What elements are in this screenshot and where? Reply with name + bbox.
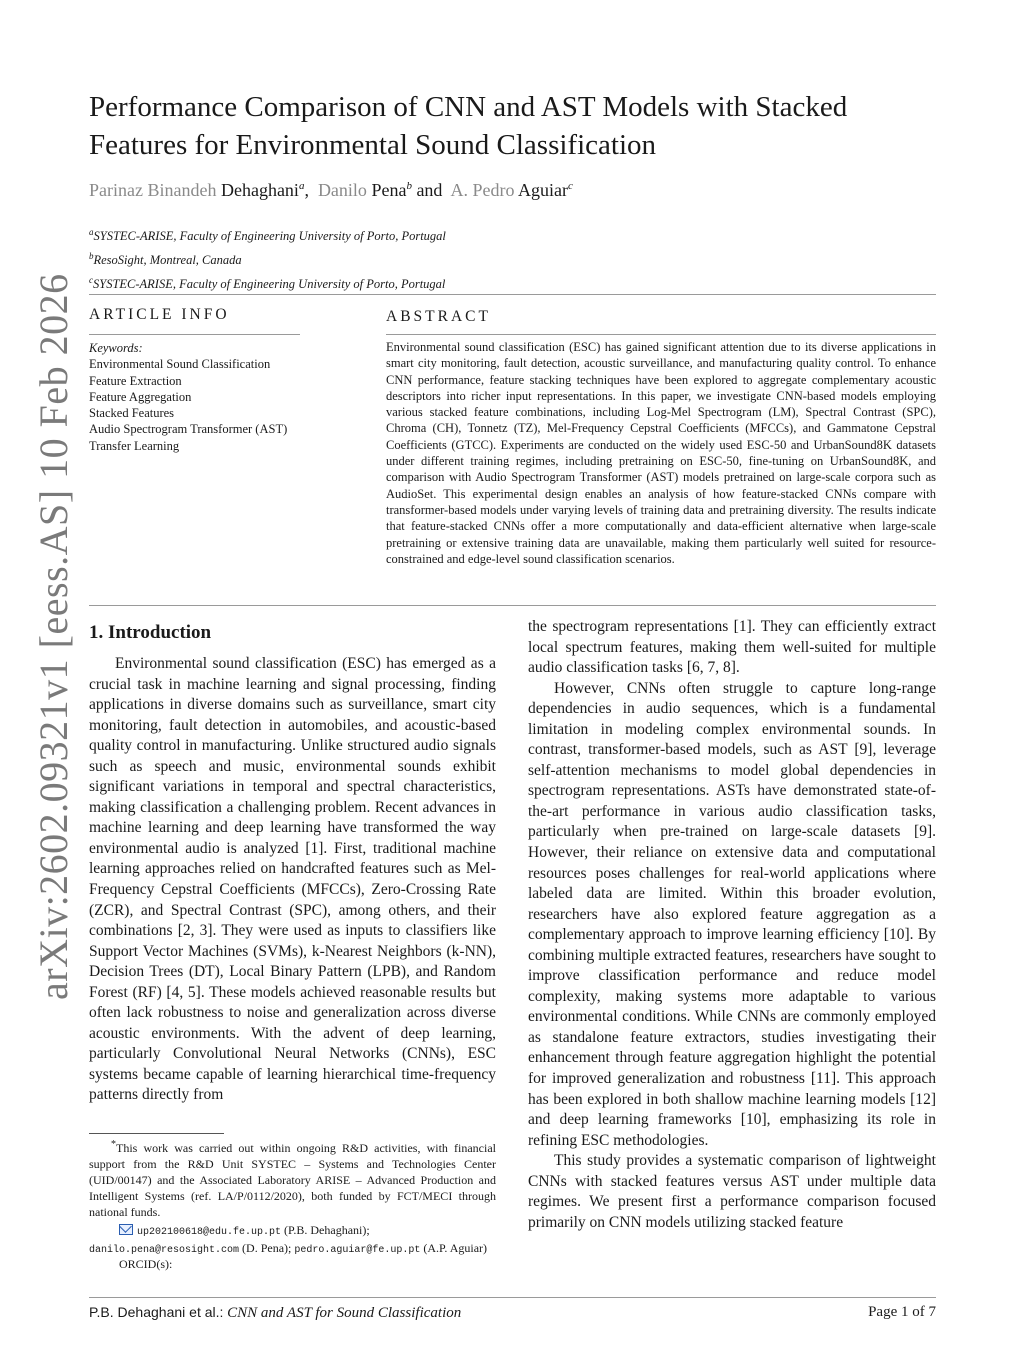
affiliation-item [89,270,446,294]
footnote-mark: * [111,1139,116,1150]
body-paragraph-continued: the spectrogram representations [1]. They can efficiently extract local spectrum features, making them well-suited for multiple audio classification tasks [6, 7, 8]. [528,618,936,677]
envelope-icon [119,1224,133,1235]
affiliation-text: SYSTEC-ARISE, Faculty of Engineering University of Porto, Portugal [93,229,446,244]
keyword-item: Feature Extraction [89,373,182,388]
email-owner: (P.B. Dehaghani); [284,1223,370,1237]
right-column [528,617,936,1233]
affiliation-mark: b [406,180,412,192]
email-owner: (D. Pena); [242,1241,292,1255]
keyword-item: Transfer Learning [89,438,180,453]
arxiv-identifier: arXiv:2602.09321v1 [eess.AS] 10 Feb 2026 [31,273,76,1000]
email-link[interactable]: danilo.pena@resosight.com [89,1245,240,1256]
email-link[interactable]: pedro.aguiar@fe.up.pt [294,1245,421,1256]
paper-title: Performance Comparison of CNN and AST Models with Stacked Features for Environmental Sound Classification [89,91,848,161]
body-paragraph: This study provides a systematic comparison of lightweight CNNs with stacked features versus AST under multiple data regimes. We present first a performance comparison focused primarily on CNN models utilizing stacked feature [528,1152,936,1231]
author-family-name: Pena [371,180,407,200]
email-link[interactable]: up202100618@edu.fe.up.pt [137,1227,282,1238]
affiliation-list [89,222,446,294]
footer-authors: P.B. Dehaghani et al.: [89,1304,224,1320]
keyword-item: Audio Spectrogram Transformer (AST) [89,422,288,437]
affiliation-item [89,222,446,246]
running-footer [89,1304,461,1322]
affiliation-item [89,246,446,270]
author-family-name: Aguiar [517,180,568,200]
affiliation-text: ResoSight, Montreal, Canada [93,253,242,268]
footnote-text: This work was carried out within ongoing R&D activities, with financial support from the R&D Unit SYSTEC – Systems and Technologies Center (UID/00147) and the Associated Laboratory ARISE – Advanced Production and Intelligent Systems (ref. LA/P/0112/2020), both funded by FCT/MECI through national funds. [89,1141,496,1219]
page-number: Page 1 of 7 [868,1304,936,1320]
body-paragraph: However, CNNs often struggle to capture long-range dependencies in audio sequences, which is a fundamental limitation in modeling complex environmental sounds. In contrast, transformer-based models, such as AST [9], leverage self-attention mechanisms to model global dependencies in spectrogram representations. ASTs have demonstrated state-of-the-art performance in various audio classification tasks, particularly when pre-trained on large-scale datasets [9]. However, their reliance on extensive data and computational resources poses challenges for real-world applications where labeled data are limited. Within this broader evolution, researchers have also explored feature aggregation as a complementary approach to improve learning efficiency [10]. By combining multiple extracted features, researchers have sought to improve classification performance and reduce model complexity, making systems more adaptable to various environmental conditions. While CNNs are commonly employed as standalone feature extractors, studies investigating their enhancement through feature aggregation highlight the potential for improved generalization and robustness [11]. This approach has been explored in both shallow machine learning models [12] and deep learning frameworks [10], emphasizing its role in refining ESC methodologies. [528,679,936,1149]
author-family-name: Dehaghani [220,180,299,200]
footnote-divider [89,1133,224,1134]
abstract-divider [386,334,936,335]
author-given-name: Parinaz Binandeh [89,180,217,200]
keyword-item: Stacked Features [89,406,175,421]
affiliation-mark: a [89,227,94,237]
abstract-heading: ABSTRACT [386,308,491,325]
orcid-line: ORCID(s): [119,1257,173,1271]
affiliation-mark: b [89,251,94,262]
author-given-name: A. Pedro [450,180,515,200]
funding-footnote [89,1137,496,1220]
author-given-name: Danilo [317,180,367,200]
footer-divider [89,1297,936,1298]
affiliation-mark: c [89,275,93,286]
article-info-divider [89,334,300,335]
email-owner: (A.P. Aguiar) [423,1241,488,1255]
abstract-text: Environmental sound classification (ESC) has gained significant attention due to its diverse applications in smart city monitoring, fault detection, acoustic surveillance, and manufacturing quality control. To enhance CNN performance, feature stacking techniques have been explored to aggregate complementary acoustic descriptors into richer input representations. In this paper, we investigate CNN-based models employing various stacked feature combinations, including Log-Mel Spectrogram (LM), Spectral Contrast (SPC), Chroma (CH), Tonnetz (TZ), Mel-Frequency Cepstral Coefficients (MFCCs), and Gammatone Cepstral Coefficients (GTCC). Experiments are conducted on the widely used ESC-50 and UrbanSound8K datasets under different training regimes, including pretraining on ESC-50, fine-tuning on UrbanSound8K, and comparison with Audio Spectrogram Transformer (AST) models pretrained on large-scale corpora such as AudioSet. This experimental design enables an analysis of how feature-stacked CNNs compare with transformer-based models under varying levels of training data and pretraining diversity. The results indicate that feature-stacked CNNs offer a more computationally and data-efficient alternative when large-scale pretraining or extensive training data are unavailable, making them particularly well suited for resource-constrained and edge-level sound classification scenarios. [386,340,936,566]
keywords-label: Keywords: [89,341,143,355]
body-paragraph: Environmental sound classification (ESC) has emerged as a crucial task in machine learning and signal processing, finding applications in diverse domains such as surveillance, smart city monitoring, fault detection in automobiles, and acoustic-based quality control in manufacturing. Unlike structured audio signals such as speech and music, environmental sounds exhibit significant variations in temporal and spectral characteristics, making classification a challenging problem. Recent advances in machine learning and deep learning have transformed the way environmental audio is analyzed [1]. First, traditional machine learning approaches relied on handcrafted features such as Mel-Frequency Cepstral Coefficients (MFCCs), Zero-Crossing Rate (ZCR), and Spectral Contrast (SPC), among others, and their combinations [2, 3]. They were used as inputs to classifiers like Support Vector Machines (SVMs), k-Nearest Neighbors (k-NN), Decision Trees (DT), Local Binary Pattern (LPB), and Random Forest (RF) [4, 5]. These models achieved reasonable results but often lack robustness to noise and generalization across diverse acoustic environments. With the advent of deep learning, particularly Convolutional Neural Networks (CNNs), ESC systems became capable of learning hierarchical time-frequency patterns directly from [89,655,496,1104]
abstract-end-divider [89,605,936,606]
left-column [89,620,496,1106]
footer-title: CNN and AST for Sound Classification [227,1305,462,1321]
article-info-heading: ARTICLE INFO [89,306,230,323]
section-heading-introduction: 1. Introduction [89,622,212,643]
keyword-item: Environmental Sound Classification [89,357,271,372]
affiliation-mark: c [567,180,573,192]
affiliation-mark: a [298,180,305,192]
author-list: Parinaz Binandeh Dehaghani$^a$, Danilo Pena$^b$ and A. Pedro Aguiar$^c$ [89,180,573,200]
footnote-email-line [119,1222,370,1241]
keywords-block [89,340,287,454]
keyword-item: Feature Aggregation [89,389,192,404]
header-divider [89,294,936,295]
affiliation-text: SYSTEC-ARISE, Faculty of Engineering University of Porto, Portugal [93,277,446,292]
author-connector: and [416,180,443,200]
